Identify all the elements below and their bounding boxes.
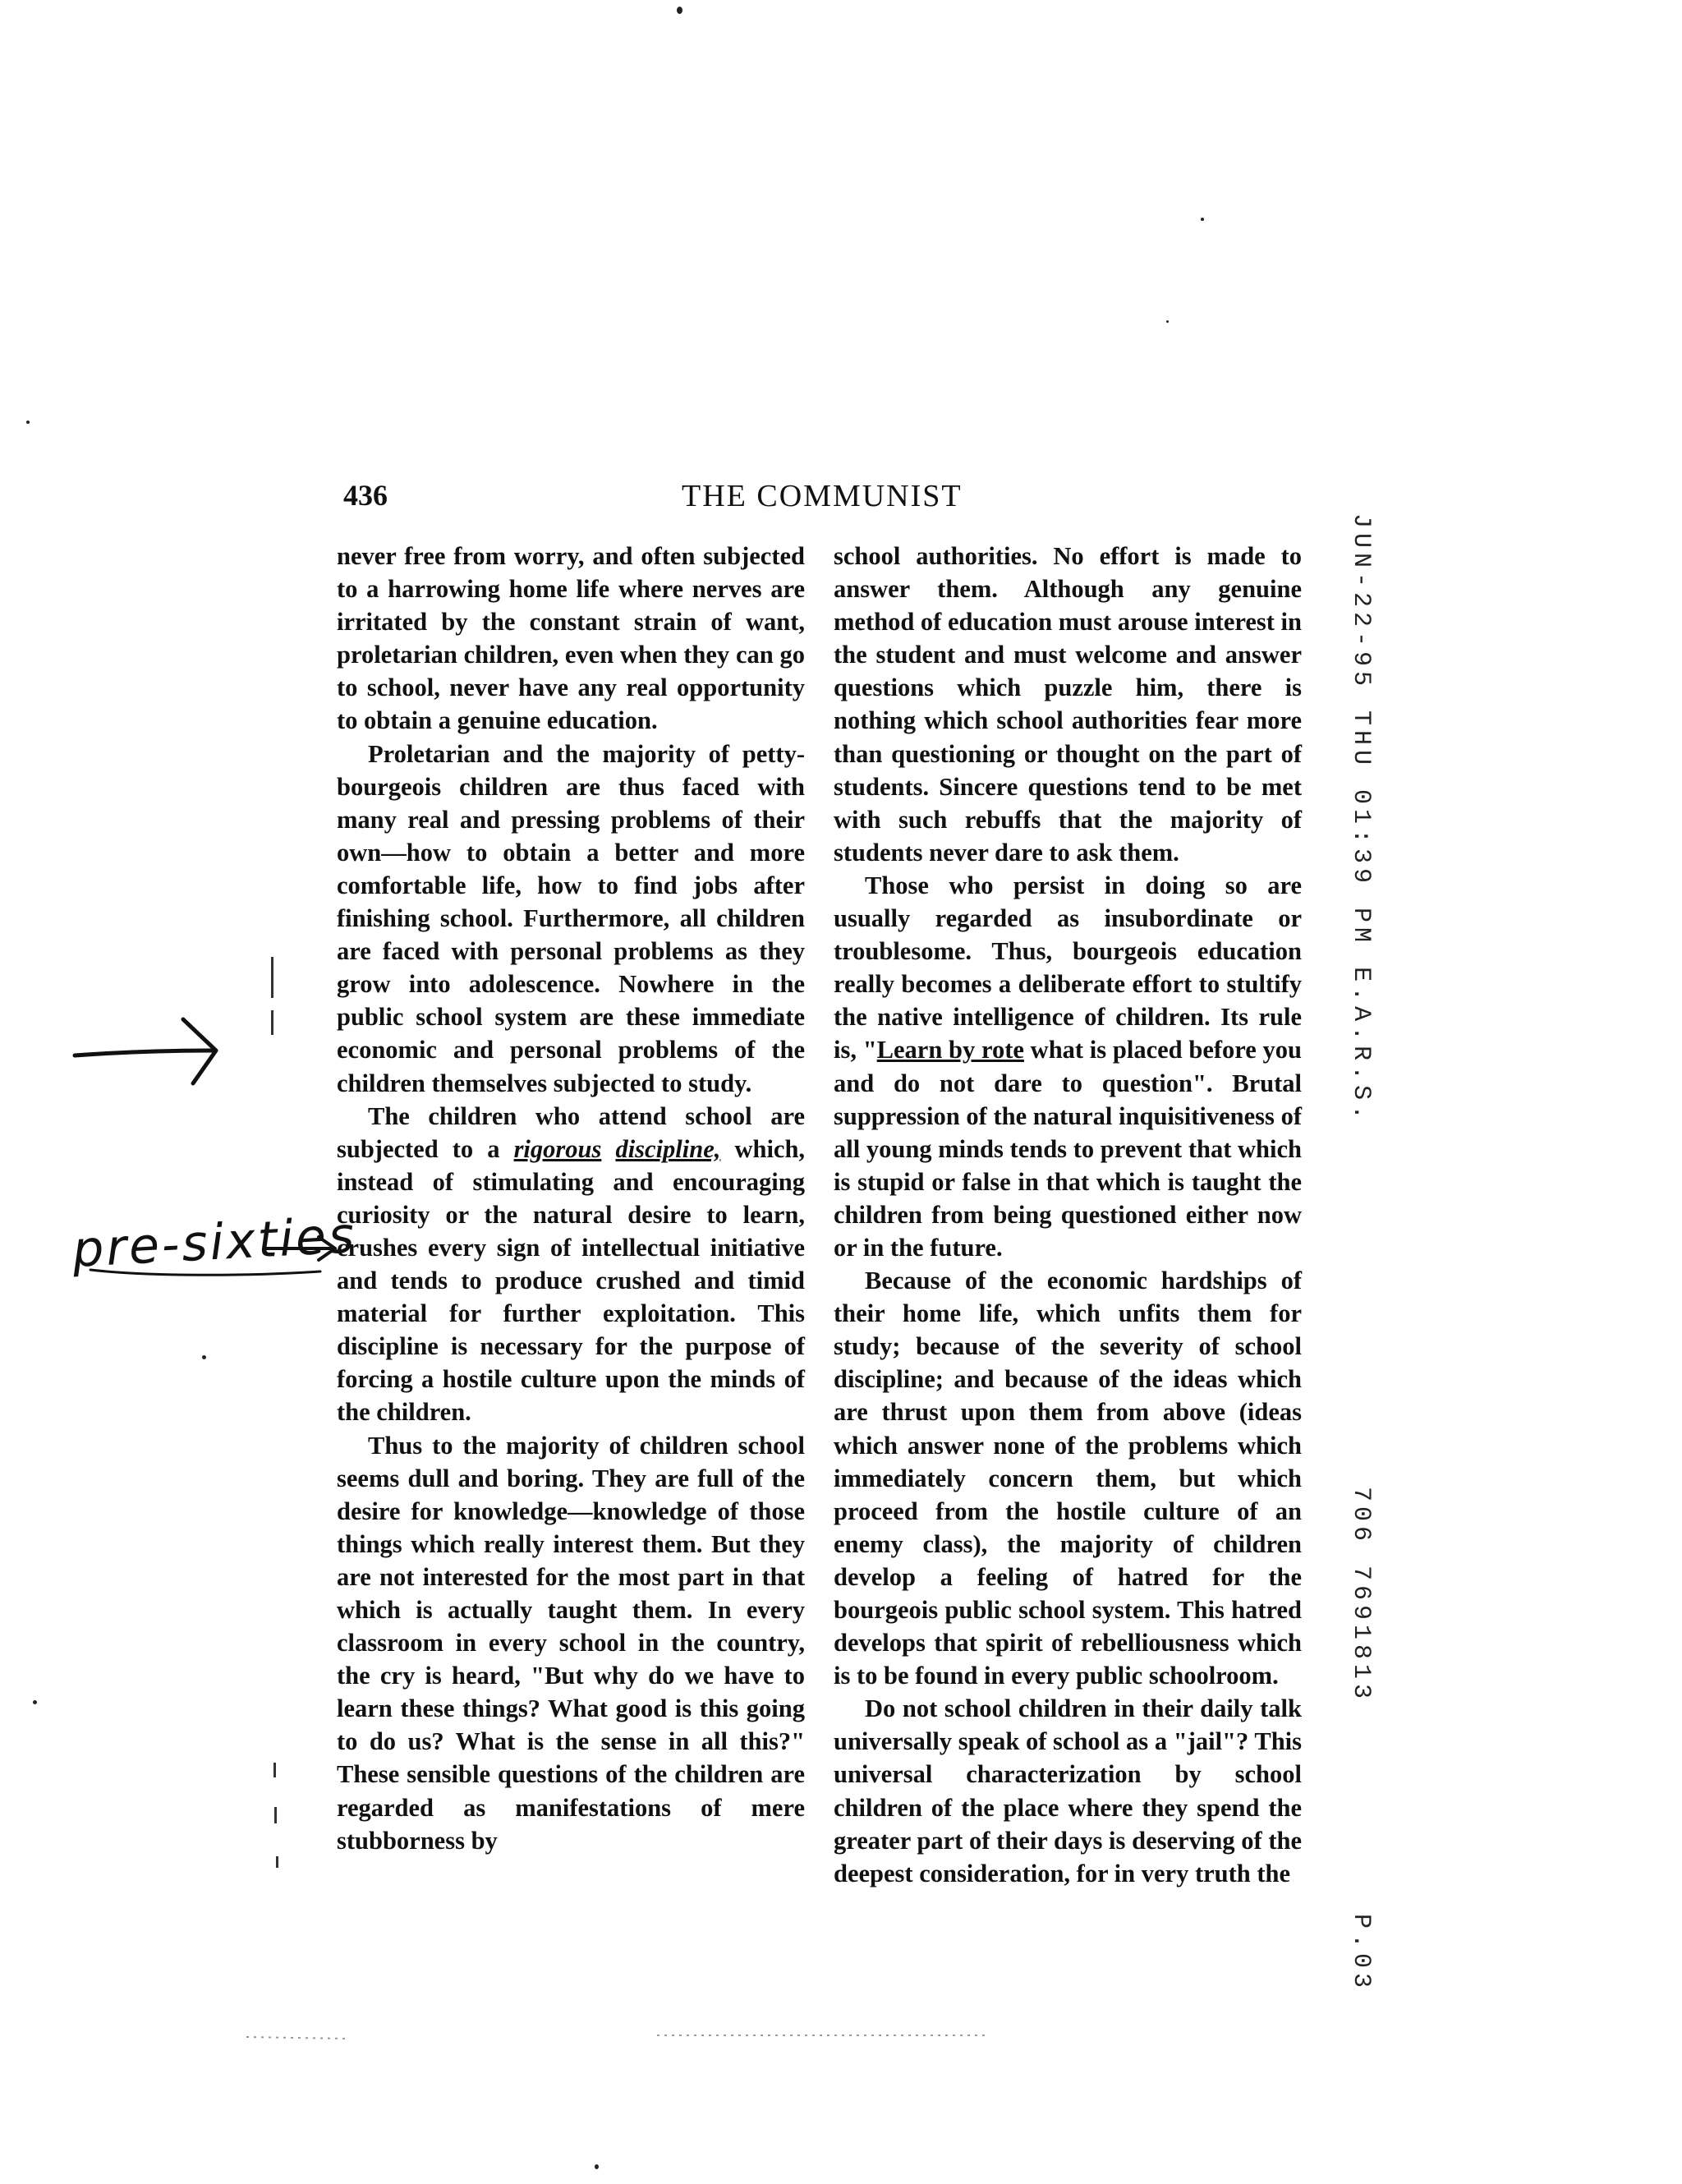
handwritten-underline-icon bbox=[82, 1265, 329, 1281]
paragraph bbox=[337, 1100, 805, 1429]
paragraph-text: which, instead of stimulating and encouraging curiosity or the natural desire to learn, crushes every sign of intellectual initiative and tends to produce crushed and timid material for further exploitation. This discipline is necessary for the purpose of forcing a hostile culture upon the minds of the children. bbox=[337, 1134, 806, 1427]
emphasis-text: discipline, bbox=[615, 1134, 721, 1163]
margin-mark bbox=[276, 1856, 278, 1868]
scan-speck bbox=[1166, 320, 1169, 323]
paragraph: Thus to the majority of children school seems dull and boring. They are full of the desire for knowledge—knowledge of those things which really interest them. But they are not interested for the most part in that which is actually taught them. In every classroom in every school in the country, the cry is heard, "But why do we have to learn these things? What good is this going to do us? What is the sense in all this?" These sensible questions of the children are regarded as manifestations of mere stubborness by bbox=[337, 1431, 805, 1855]
paragraph bbox=[834, 869, 1302, 1264]
scan-speck bbox=[202, 1355, 206, 1359]
scan-speck bbox=[595, 2164, 599, 2169]
fax-header-stamp: JUN-22-95 THU 01:39 PM E.A.R.S. bbox=[1347, 513, 1375, 1125]
scan-noise bbox=[246, 2029, 1068, 2045]
handwritten-arrow-icon bbox=[263, 1232, 341, 1265]
paragraph-text: Those who persist in doing so are usually regarded as insubordinate or troublesome. Thus, bourgeois education really becomes a deliberate effort to stultify the native intelligence of children. Its rule is, " bbox=[834, 871, 1302, 1064]
emphasis-text: Learn by rote bbox=[876, 1036, 1024, 1064]
right-column bbox=[834, 540, 1302, 1890]
fax-page-stamp: P.03 bbox=[1347, 1914, 1375, 1993]
fax-phone-stamp: 706 7691813 bbox=[1347, 1487, 1375, 1704]
scan-speck bbox=[33, 1700, 37, 1704]
paragraph: Because of the economic hardships of their home life, which unfits them for study; because of the severity of school discipline; and because of the ideas which are thrust upon them from above (ideas which answer none of the problems which immediately concern them, but which proceed from the hostile culture of an enemy class), the majority of children develop a feeling of hatred for the bourgeois public school system. This hatred develops that spirit of rebelliousness which is to be found in every public schoolroom. bbox=[834, 1267, 1302, 1690]
left-column bbox=[337, 540, 805, 1857]
page-number: 436 bbox=[343, 479, 388, 512]
margin-mark bbox=[274, 1807, 277, 1823]
paragraph: Proletarian and the majority of petty-bourgeois children are thus faced with many real and pressing problems of their own—how to obtain a better and more comfortable life, how to find jobs after finishing school. Furthermore, all children are faced with personal problems as they grow into adolescence. Nowhere in the public school system are these immediate economic and personal problems of the children themselves subjected to study. bbox=[337, 739, 805, 1097]
scan-speck bbox=[1201, 218, 1204, 221]
paragraph-text: The children who attend school are subjected to a bbox=[337, 1101, 805, 1163]
running-head: THE COMMUNIST bbox=[682, 479, 963, 513]
emphasis-text: rigorous bbox=[513, 1134, 602, 1163]
handwritten-arrow-icon bbox=[70, 1014, 226, 1088]
handwritten-note: pre-sixties bbox=[71, 1206, 358, 1280]
paragraph: never free from worry, and often subjected to a harrowing home life where nerves are irritated by the constant strain of want, proletarian children, even when they can go to school, never have any real opportunity to obtain a genuine education. bbox=[337, 542, 805, 735]
paragraph: Do not school children in their daily talk universally speak of school as a "jail"? This universal characterization by school children of the place where they spend the greater part of their days is deserving of the deepest consideration, for in very truth the bbox=[834, 1694, 1302, 1887]
paragraph-text: what is placed before you and do not dare to question". Brutal suppression of the natural inquisitiveness of all young minds tends to prevent that which is stupid or false in that which is taught the children from being questioned either now or in the future. bbox=[834, 1036, 1302, 1262]
scan-speck bbox=[26, 421, 30, 424]
paragraph: school authorities. No effort is made to answer them. Although any genuine method of education must arouse interest in the student and must welcome and answer questions which puzzle him, there is nothing which school authorities fear more than questioning or thought on the part of students. Sincere questions tend to be met with such rebuffs that the majority of students never dare to ask them. bbox=[834, 542, 1302, 867]
margin-mark bbox=[271, 1010, 273, 1035]
margin-mark bbox=[273, 1763, 276, 1777]
scan-speck bbox=[677, 7, 682, 14]
margin-mark bbox=[271, 957, 273, 998]
